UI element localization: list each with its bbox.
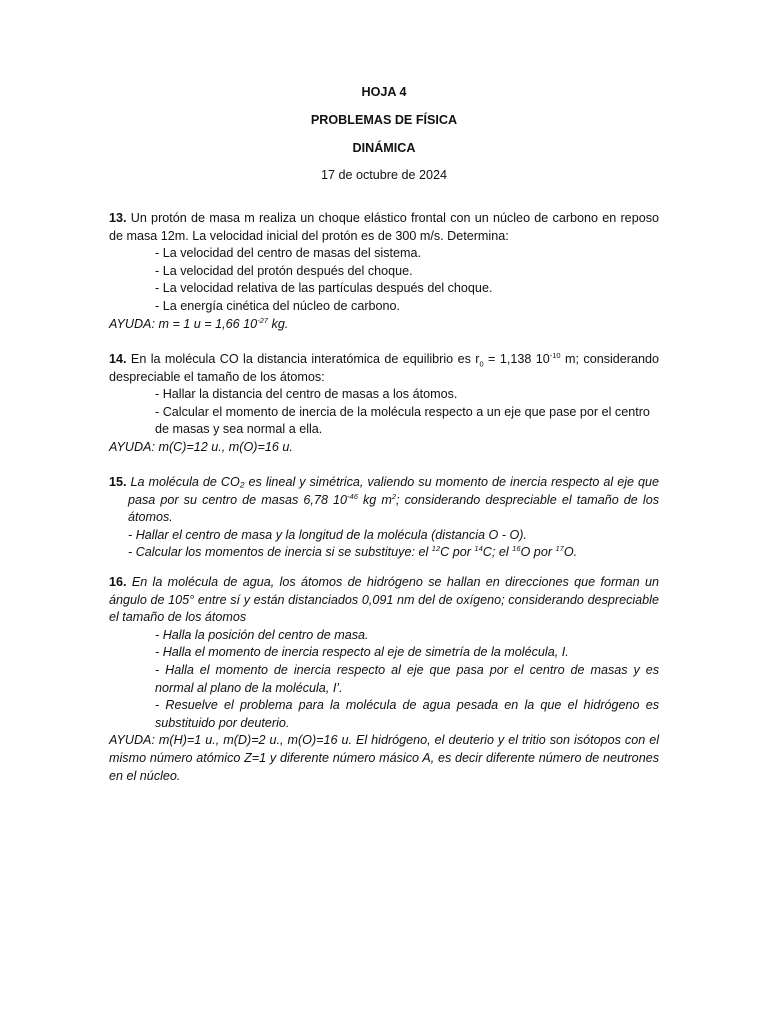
list-item: - Hallar la distancia del centro de masas a los átomos. [155,387,458,402]
problem-16 [109,574,659,785]
problem-15 [109,474,659,562]
problem-14-statement: 14. En la molécula CO la distancia interatómica de equilibrio es $r_0 = 1,138$ $10^{-10}$ m; considerando despreciable el tamaño de los átomos: [109,350,660,384]
problem-14-help: AYUDA: m(C)=12 u., m(O)=16 u. [109,439,293,454]
sheet-title: HOJA 4 [361,85,407,99]
document-date: 17 de octubre de 2024 [320,168,448,182]
list-item: - Halla la posición del centro de masa. [155,627,369,642]
problem-number: 14. [109,352,127,366]
problem-13-statement: 13. Un protón de masa m realiza un choque elástico frontal con un núcleo de carbono en reposo de masa 12m. La velocidad inicial del protón es de 300 m/s. Determina: [109,211,659,243]
list-item: - Resuelve el problema para la molécula de agua pesada en la que el hidrógeno es substituido por deuterio. [155,698,659,730]
list-item: - La velocidad relativa de las partículas después del choque. [155,281,493,296]
problem-16-help: AYUDA: m(H)=1 u., m(D)=2 u., m(O)=16 u. El hidrógeno, el deuterio y el tritio son isótopos con el mismo número atómico Z=1 y diferente número másico A, es decir diferente número de neutrones en el núcleo. [109,733,659,783]
list-item: - La energía cinética del núcleo de carbono. [155,298,401,313]
list-item: - Halla el momento de inercia respecto al eje de simetría de la molécula, I. [155,645,569,660]
problem-number: 15. [109,475,127,489]
topic-title: DINÁMICA [352,141,416,155]
problem-16-statement: 16. En la molécula de agua, los átomos de hidrógeno se hallan en direcciones que forman un ángulo de 105° entre sí y están distanciados 0,091 nm del de oxígeno; considerando despreciable el tamaño de los átomos [109,575,659,625]
list-item: - La velocidad del centro de masas del sistema. [155,246,422,261]
list-item: - Calcular el momento de inercia de la molécula respecto a un eje que pase por el centro de masas y sea normal a ella. [155,404,650,437]
subject-title: PROBLEMAS DE FÍSICA [310,113,458,127]
list-item: - Halla el momento de inercia respecto al eje que pasa por el centro de masas y es normal al plano de la molécula, I’. [155,662,659,695]
problem-13-help: AYUDA: m = 1 u = 1,66 $10^{-27}$ kg. [109,315,289,331]
list-item: - Hallar el centro de masa y la longitud de la molécula (distancia O - O). [128,527,527,542]
list-item: - Calcular los momentos de inercia si se substituye: el $^{12}$C por $^{14}$C; el $^{16}$O por $^{17}$O. [128,544,578,560]
problem-number: 16. [109,575,127,589]
list-item: - La velocidad del protón después del choque. [155,263,413,278]
problem-number: 13. [109,211,127,225]
problem-13 [109,210,659,333]
problem-15-statement: 15. La molécula de CO₂ es lineal y simétrica, valiendo su momento de inercia respecto al eje que pasa por su centro de masas 6,78 $10^{-46}$ kg $m^2$; considerando despreciable el tamaño de los átomos. [109,475,659,525]
problem-14 [109,351,659,457]
